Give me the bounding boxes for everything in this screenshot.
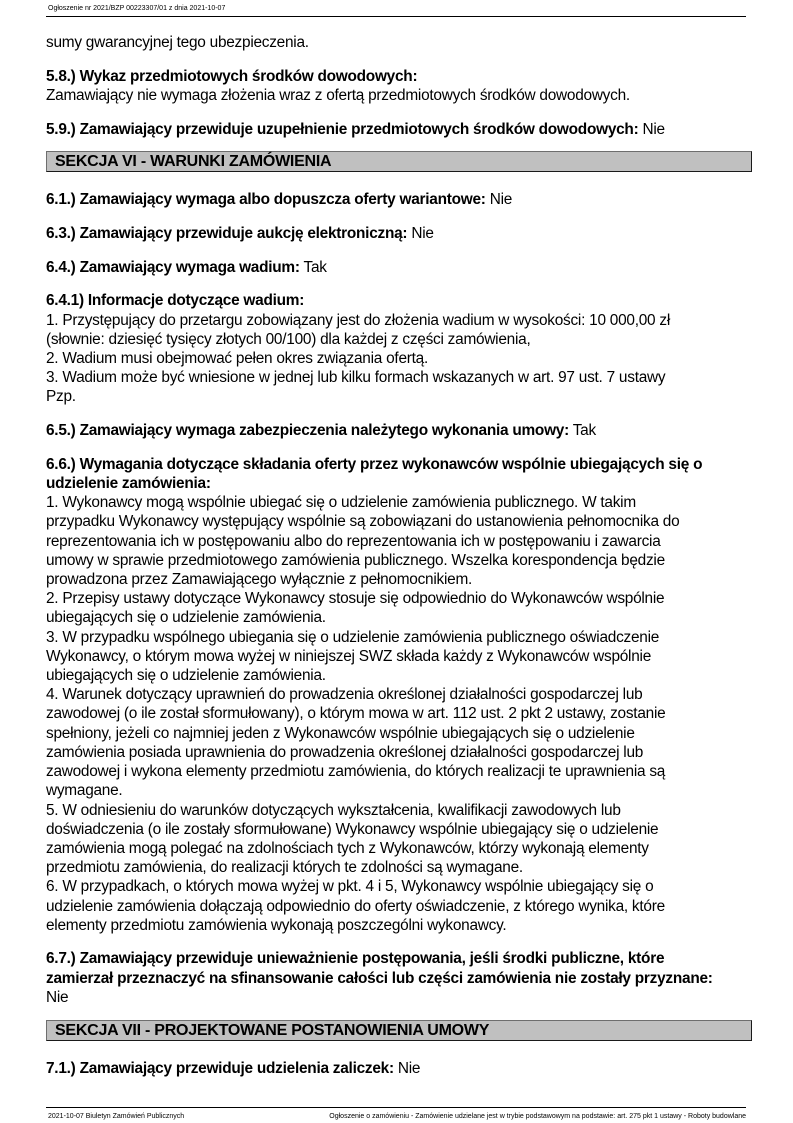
footer-right-text: Ogłoszenie o zamówieniu - Zamówienie udzielane jest w trybie podstawowym na podstawie: art. 275 pkt 1 ustawy - Roboty budowlane (329, 1113, 746, 1120)
item-6-7 (46, 949, 766, 1007)
header-text: Ogłoszenie nr 2021/BZP 00223307/01 z dnia 2021-10-07 (48, 5, 226, 12)
item-6-3-value: Nie (407, 225, 434, 243)
item-5-8 (46, 67, 766, 105)
item-6-6-line: 4. Warunek dotyczący uprawnień do prowadzenia określonej działalności gospodarczej lub (46, 686, 643, 704)
item-6-6-line: zawodowej i wykona elementy przedmiotu zamówienia, do których realizacji te uprawnienia są (46, 763, 666, 781)
section-6-header: SEKCJA VI - WARUNKI ZAMÓWIENIA (46, 151, 752, 172)
item-6-6-line: 5. W odniesieniu do warunków dotyczących wykształcenia, kwalifikacji zawodowych lub (46, 801, 621, 819)
item-5-8-text: Zamawiający nie wymaga złożenia wraz z ofertą przedmiotowych środków dowodowych. (46, 86, 630, 104)
item-7-1 (46, 1059, 766, 1078)
item-6-4-1-line: (słownie: dziesięć tysięcy złotych 00/100) dla każdej z części zamówienia, (46, 330, 531, 348)
item-6-6-line: udzielenie zamówienia dołączają odpowiednio do oferty oświadczenie, z którego wynika, które (46, 897, 665, 915)
item-6-6-line: zawodowej (o ile został sformułowany), o którym mowa w art. 112 ust. 2 pkt 2 ustawy, zostanie (46, 705, 666, 723)
item-6-4-1-line: Pzp. (46, 388, 76, 406)
item-6-6-line: zamówienia mogą polegać na zdolnościach tych z Wykonawców, którzy wykonają elementy (46, 839, 649, 857)
item-6-6-line: wymagane. (46, 782, 123, 800)
item-6-6-line: prowadzona przez Zamawiającego wyłącznie z pełnomocnikiem. (46, 571, 473, 589)
item-6-3-label: 6.3.) Zamawiający przewiduje aukcję elektroniczną: (46, 225, 408, 243)
item-6-4-1 (46, 291, 766, 406)
item-6-4-label: 6.4.) Zamawiający wymaga wadium: (46, 258, 300, 276)
item-7-1-label: 7.1.) Zamawiający przewiduje udzielenia zaliczek: (46, 1059, 394, 1077)
item-6-6-line: elementy przedmiotu zamówienia wykonają poszczególni wykonawcy. (46, 916, 507, 934)
item-6-5-label: 6.5.) Zamawiający wymaga zabezpieczenia należytego wykonania umowy: (46, 422, 569, 440)
item-6-6-line: 2. Przepisy ustawy dotyczące Wykonawcy stosuje się odpowiednio do Wykonawców wspólnie (46, 590, 665, 608)
item-6-7-value: Nie (46, 988, 69, 1006)
item-6-1-value: Nie (485, 191, 513, 209)
item-6-6-line: 6. W przypadkach, o których mowa wyżej w pkt. 4 i 5, Wykonawcy wspólnie ubiegający się o (46, 878, 654, 896)
item-6-6-label: udzielenie zamówienia: (46, 475, 211, 493)
item-6-7-label: 6.7.) Zamawiający przewiduje unieważnienie postępowania, jeśli środki publiczne, które (46, 950, 665, 968)
item-6-6 (46, 455, 766, 935)
item-6-4-1-line: 1. Przystępujący do przetargu zobowiązany jest do złożenia wadium w wysokości: 10 000,00 zł (46, 311, 670, 329)
item-6-6-line: przedmiotu zamówienia, do realizacji których te zdolności są wymagane. (46, 859, 523, 877)
item-6-6-line: ubiegających się o udzielenie zamówienia. (46, 667, 326, 685)
continuation-text (46, 33, 766, 52)
item-5-8-label: 5.8.) Wykaz przedmiotowych środków dowodowych: (46, 67, 418, 85)
item-5-9 (46, 120, 766, 139)
item-6-7-label: zamierzał przeznaczyć na sfinansowanie całości lub części zamówienia nie zostały przyznane: (46, 969, 713, 987)
item-6-1 (46, 190, 766, 209)
section-7-header: SEKCJA VII - PROJEKTOWANE POSTANOWIENIA UMOWY (46, 1020, 752, 1041)
item-6-5 (46, 421, 766, 440)
item-6-4 (46, 258, 766, 277)
item-6-4-1-line: 2. Wadium musi obejmować pełen okres związania ofertą. (46, 350, 428, 368)
item-6-3 (46, 224, 766, 243)
item-6-5-value: Tak (568, 422, 596, 440)
item-6-6-line: ubiegających się o udzielenie zamówienia. (46, 609, 326, 627)
item-6-4-1-label: 6.4.1) Informacje dotyczące wadium: (46, 292, 305, 310)
item-6-6-line: spełniony, jeżeli co najmniej jeden z Wykonawców wspólnie ubiegających się o udzielenie (46, 724, 635, 742)
page-header (46, 3, 746, 17)
item-5-9-value: Nie (638, 120, 665, 138)
item-6-6-line: 3. W przypadku wspólnego ubiegania się o udzielenie zamówienia publicznego oświadczenie (46, 628, 660, 646)
footer-left-text: 2021-10-07 Biuletyn Zamówień Publicznych (48, 1113, 185, 1120)
item-6-6-line: Wykonawcy, o którym mowa wyżej w niniejszej SWZ składa każdy z Wykonawców wspólnie (46, 647, 652, 665)
item-6-6-label: 6.6.) Wymagania dotyczące składania oferty przez wykonawców wspólnie ubiegających się o (46, 455, 703, 473)
item-6-6-line: przypadku Wykonawcy występujący wspólnie są zobowiązani do ustanowienia pełnomocnika do (46, 513, 680, 531)
item-6-6-line: zamówienia posiada uprawnienia do prowadzenia określonej działalności gospodarczej lub (46, 743, 644, 761)
item-6-6-line: 1. Wykonawcy mogą wspólnie ubiegać się o udzielenie zamówienia publicznego. W takim (46, 494, 636, 512)
document-content (46, 33, 766, 1092)
item-6-6-line: reprezentowania ich w postępowaniu albo do reprezentowania ich w postępowaniu i zawarcia (46, 532, 661, 550)
page-footer (46, 1107, 746, 1120)
continuation-line: sumy gwarancyjnej tego ubezpieczenia. (46, 34, 309, 51)
item-7-1-value: Nie (393, 1059, 421, 1077)
item-6-6-line: umowy w sprawie przedmiotowego zamówienia publicznego. Wszelka korespondencja będzie (46, 551, 665, 569)
item-5-9-label: 5.9.) Zamawiający przewiduje uzupełnienie przedmiotowych środków dowodowych: (46, 120, 639, 138)
item-6-6-line: doświadczenia (o ile zostały sformułowane) Wykonawcy wspólnie ubiegający się o udzielenie (46, 820, 659, 838)
item-6-4-value: Tak (299, 258, 327, 276)
item-6-1-label: 6.1.) Zamawiający wymaga albo dopuszcza oferty wariantowe: (46, 191, 486, 209)
item-6-4-1-line: 3. Wadium może być wniesione w jednej lub kilku formach wskazanych w art. 97 ust. 7 ustawy (46, 369, 666, 387)
